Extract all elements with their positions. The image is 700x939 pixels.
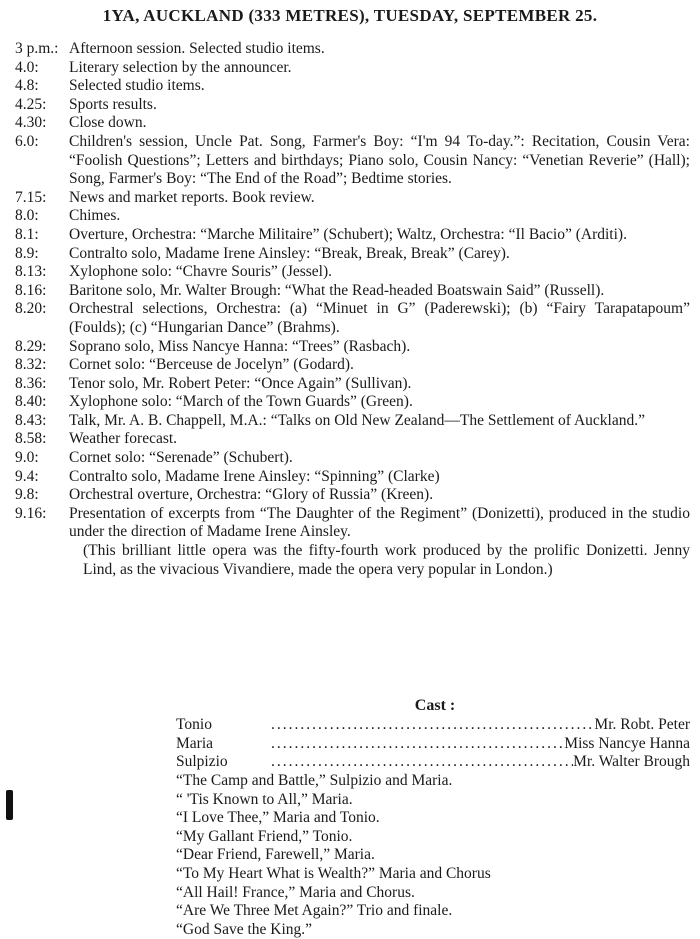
item-time: 7.15: xyxy=(15,188,47,206)
programme-item xyxy=(15,226,690,245)
item-text: Weather forecast. xyxy=(69,430,178,448)
programme-item xyxy=(15,245,690,264)
item-time: 8.0: xyxy=(15,207,39,225)
programme-item xyxy=(15,207,690,226)
item-time: 9.0: xyxy=(15,449,39,467)
role-character: Sulpizio xyxy=(176,753,228,771)
cast-role xyxy=(176,735,690,754)
programme-item xyxy=(15,486,690,505)
programme-item xyxy=(15,356,690,375)
item-time: 8.43: xyxy=(15,411,47,429)
item-text: Selected studio items. xyxy=(69,77,205,95)
item-text: Baritone solo, Mr. Walter Brough: “What the Read-headed Boatswain Said” (Russell). xyxy=(69,281,605,299)
programme-list xyxy=(15,40,690,579)
opera-note: (This brilliant little opera was the fifty-fourth work produced by the prolific Donizetti. Jenny Lind, as the vivacious Vivandiere, made the opera very popular in London.) xyxy=(83,542,690,578)
page-title: 1YA, AUCKLAND (333 METRES), TUESDAY, SEPTEMBER 25. xyxy=(102,6,598,25)
item-time: 8.32: xyxy=(15,356,47,374)
item-text: Sports results. xyxy=(69,95,157,113)
item-text: Contralto solo, Madame Irene Ainsley: “Break, Break, Break” (Carey). xyxy=(69,244,510,262)
cast-role xyxy=(176,716,690,735)
song-item: “Dear Friend, Farewell,” Maria. xyxy=(176,846,375,864)
song-item: “My Gallant Friend,” Tonio. xyxy=(176,827,353,845)
song-item: “All Hail! France,” Maria and Chorus. xyxy=(176,883,415,901)
item-text: Literary selection by the announcer. xyxy=(69,58,292,76)
item-text: Presentation of excerpts from “The Daughter of the Regiment” (Donizetti), produced in the studio under the direction of Madame Irene Ainsley. xyxy=(69,504,690,541)
item-time: 4.8: xyxy=(15,77,39,95)
role-character: Tonio xyxy=(176,716,212,733)
programme-item xyxy=(15,189,690,208)
item-text: Xylophone solo: “Chavre Souris” (Jessel). xyxy=(69,263,333,281)
programme-item xyxy=(15,375,690,394)
item-text: Cornet solo: “Serenade” (Schubert). xyxy=(69,449,293,467)
dot-leader xyxy=(271,753,573,772)
item-text: Chimes. xyxy=(69,207,121,225)
cast-role xyxy=(176,753,690,772)
item-time: 4.0: xyxy=(15,58,39,76)
item-text: News and market reports. Book review. xyxy=(69,188,315,206)
song-item: “The Camp and Battle,” Sulpizio and Maria. xyxy=(176,772,453,789)
item-time: 6.0: xyxy=(15,132,39,150)
scan-mark xyxy=(6,790,13,820)
programme-item xyxy=(15,77,690,96)
programme-item xyxy=(15,263,690,282)
role-actor: Mr. Walter Brough xyxy=(573,753,690,771)
item-time: 8.20: xyxy=(15,300,47,318)
programme-item xyxy=(15,412,690,431)
cast-list xyxy=(176,716,690,772)
programme-item xyxy=(15,300,690,337)
item-text: Soprano solo, Miss Nancye Hanna: “Trees” (Rasbach). xyxy=(69,337,411,355)
item-time: 8.1: xyxy=(15,225,39,243)
item-text: Tenor solo, Mr. Robert Peter: “Once Again” (Sullivan). xyxy=(69,374,412,392)
programme-item xyxy=(15,393,690,412)
role-actor: Miss Nancye Hanna xyxy=(564,734,690,752)
item-text: Contralto solo, Madame Irene Ainsley: “Spinning” (Clarke) xyxy=(69,467,440,485)
item-text: Cornet solo: “Berceuse de Jocelyn” (Godard). xyxy=(69,356,354,374)
programme-item xyxy=(15,430,690,449)
item-text: Talk, Mr. A. B. Chappell, M.A.: “Talks on Old New Zealand—The Settlement of Auckland.” xyxy=(69,411,645,429)
item-time: 3 p.m.: xyxy=(15,40,59,57)
programme-item xyxy=(15,133,690,189)
song-item: “ 'Tis Known to All,” Maria. xyxy=(176,790,353,808)
item-time: 9.16: xyxy=(15,504,47,522)
item-text: Orchestral overture, Orchestra: “Glory of Russia” (Kreen). xyxy=(69,486,434,504)
programme-item xyxy=(15,40,690,59)
song-item: “To My Heart What is Wealth?” Maria and Chorus xyxy=(176,864,491,882)
programme-item xyxy=(15,505,690,542)
item-text: Xylophone solo: “March of the Town Guards” (Green). xyxy=(69,393,413,411)
cast-heading: Cast : xyxy=(414,697,456,714)
song-item: “God Save the King.” xyxy=(176,920,313,938)
programme-item xyxy=(15,59,690,78)
item-text: Children's session, Uncle Pat. Song, Farmer's Boy: “I'm 94 To-day.”: Recitation, Cousin Vera: “Foolish Questions”; Letters and birthdays; Piano solo, Cousin Nancy: “Venetian Reverie” (Hall); Song, Farmer's Boy: “The End of the Road”; Bedtime stories. xyxy=(69,132,690,188)
dot-leader xyxy=(271,735,564,754)
dot-leader xyxy=(271,716,594,735)
song-list xyxy=(176,772,690,939)
item-text: Overture, Orchestra: “Marche Militaire” (Schubert); Waltz, Orchestra: “Il Bacio” (Arditi). xyxy=(69,225,627,243)
item-time: 8.58: xyxy=(15,430,47,448)
item-time: 4.25: xyxy=(15,95,47,113)
programme-item xyxy=(15,338,690,357)
item-time: 9.8: xyxy=(15,486,39,504)
item-time: 8.29: xyxy=(15,337,47,355)
item-text: Afternoon session. Selected studio items. xyxy=(69,40,325,57)
item-text: Close down. xyxy=(69,114,147,132)
programme-item xyxy=(15,114,690,133)
item-time: 8.36: xyxy=(15,374,47,392)
programme-item xyxy=(15,282,690,301)
song-item: “I Love Thee,” Maria and Tonio. xyxy=(176,809,380,827)
role-actor: Mr. Robt. Peter xyxy=(594,716,690,733)
item-time: 4.30: xyxy=(15,114,47,132)
item-time: 9.4: xyxy=(15,467,39,485)
item-time: 8.13: xyxy=(15,263,47,281)
item-time: 8.40: xyxy=(15,393,47,411)
programme-item xyxy=(15,449,690,468)
item-time: 8.16: xyxy=(15,281,47,299)
role-character: Maria xyxy=(176,734,214,752)
programme-item xyxy=(15,96,690,115)
item-text: Orchestral selections, Orchestra: (a) “Minuet in G” (Paderewski); (b) “Fairy Tarapatapoum” (Foulds); (c) “Hungarian Dance” (Brahms). xyxy=(69,300,690,336)
song-item: “Are We Three Met Again?” Trio and finale. xyxy=(176,902,453,920)
programme-item xyxy=(15,468,690,487)
item-time: 8.9: xyxy=(15,244,39,262)
